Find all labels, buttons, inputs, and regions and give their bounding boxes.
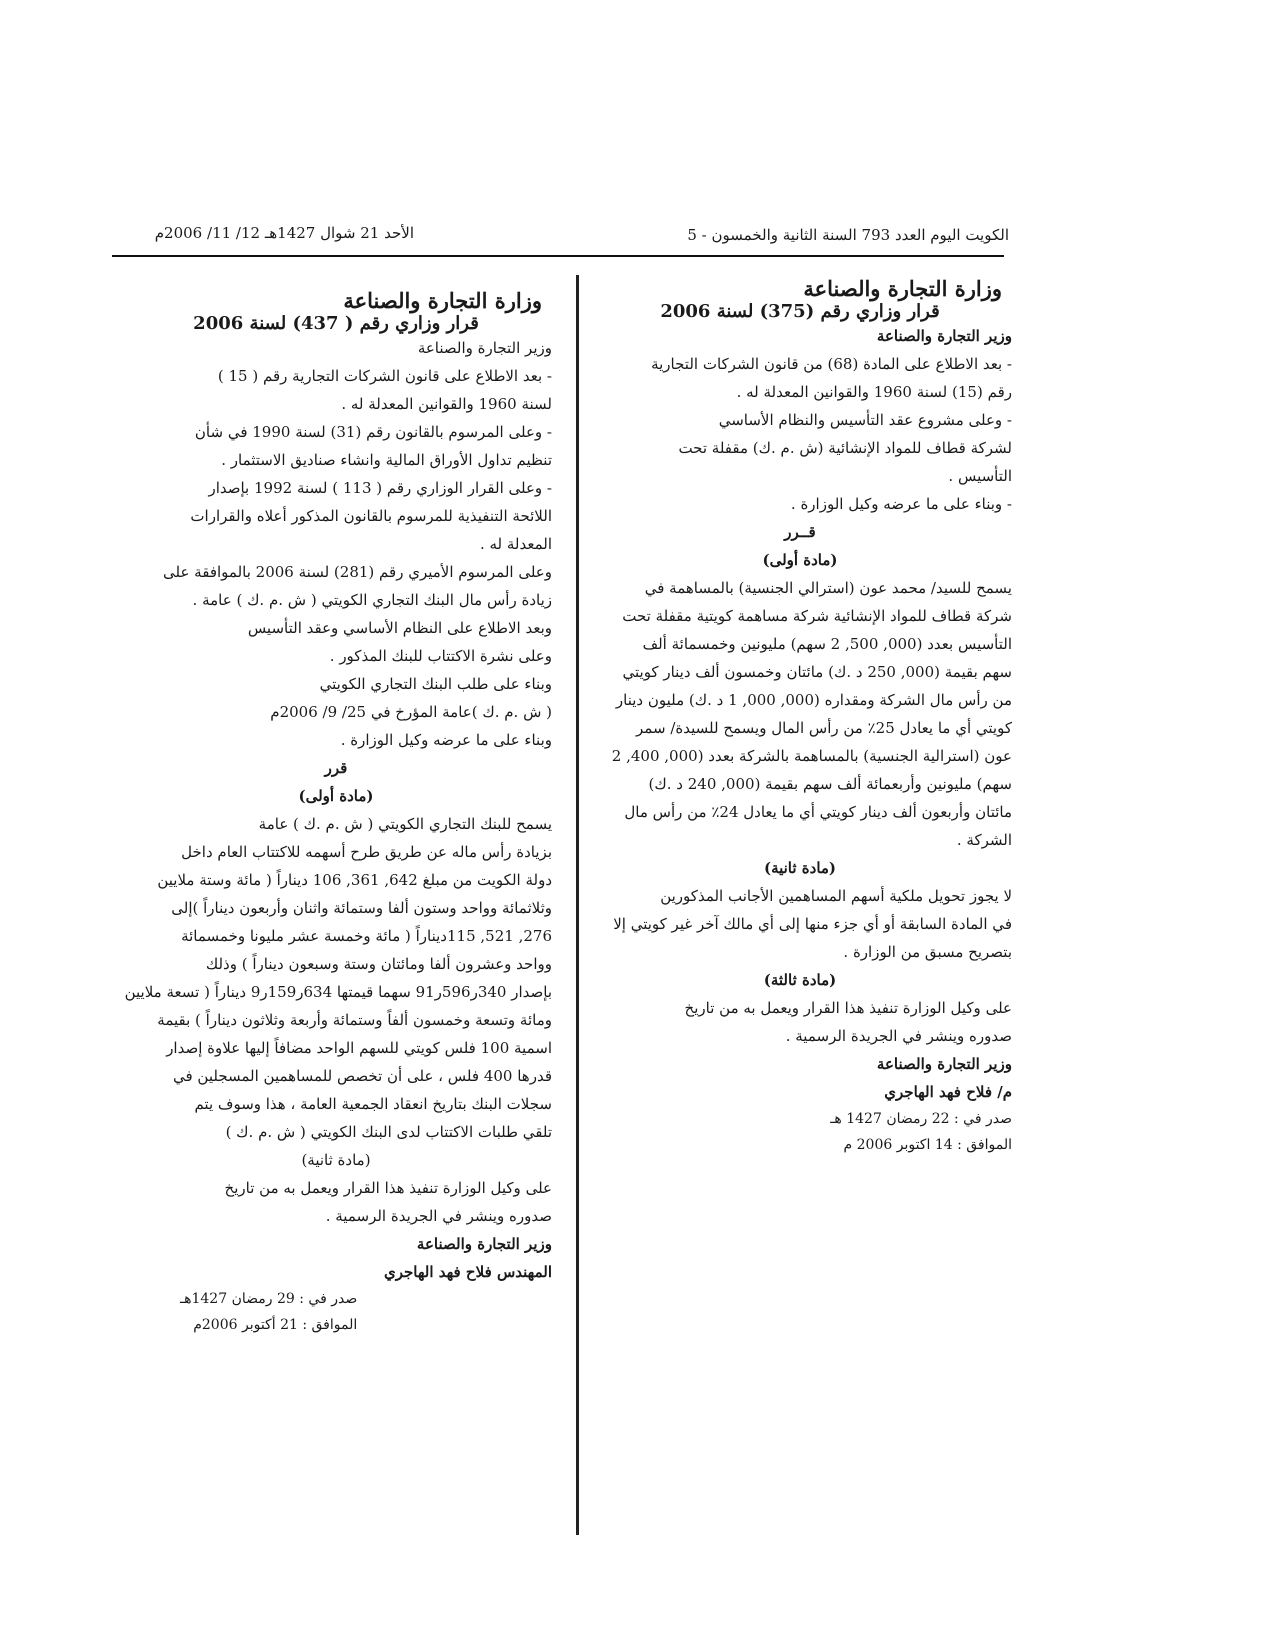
article-1-line: 276, 521, 115ديناراً ( مائة وخمسة عشر مليونا وخمسمائة (181, 927, 552, 945)
preamble-line: وبعد الاطلاع على النظام الأساسي وعقد التأسيس (247, 619, 552, 637)
preamble-line: زيادة رأس مال البنك التجاري الكويتي ( ش .م .ك ) عامة . (192, 591, 552, 609)
article-1-line: سهم بقيمة (000, 250 د .ك) مائتان وخمسون ألف دينار كويتي (622, 663, 1012, 681)
issued-gregorian: الموافق : 21 أكتوبر 2006م (193, 1317, 358, 1333)
article-1-line: عون (استرالية الجنسية) بالمساهمة بالشركة بعدد (000, 400, 2 (611, 747, 1012, 765)
article-1-line: التأسيس بعدد (000, 500, 2 سهم) مليونين وخمسمائة ألف (642, 635, 1012, 653)
running-header-issue: الكويت اليوم العدد 793 السنة الثانية والخمسون - 5 (687, 226, 1009, 244)
preamble-line: - وعلى المرسوم بالقانون رقم (31) لسنة 1990 في شأن (194, 423, 552, 441)
preamble-line: وعلى المرسوم الأميري رقم (281) لسنة 2006 بالموافقة على (163, 563, 552, 581)
article-1-line: بإصدار 340ر596ر91 سهما قيمتها 634ر159ر9 ديناراً ( تسعة ملايين (124, 983, 552, 1001)
article-1-line: سجلات البنك بتاريخ انعقاد الجمعية العامة ، هذا وسوف يتم (194, 1095, 552, 1113)
article-2-title: (مادة ثانية) (301, 1151, 371, 1169)
article-1-line: مائتان وأربعون ألف دينار كويتي أي ما يعادل 24٪ من رأس مال (624, 803, 1012, 821)
issue-date-block (120, 1286, 552, 1338)
article-1-line: قدرها 400 فلس ، على أن تخصص للمساهمين المسجلين في (172, 1067, 552, 1085)
signatory-name: م/ فلاح فهد الهاجري (884, 1083, 1012, 1101)
article-2-line: لا يجوز تحويل ملكية أسهم المساهمين الأجانب المذكورين (660, 887, 1012, 905)
decided-heading: قرر (324, 759, 348, 777)
article-1-line: دولة الكويت من مبلغ 642, 361, 106 ديناراً ( مائة وستة ملايين (157, 871, 552, 889)
article-3-line: صدوره وينشر في الجريدة الرسمية . (785, 1027, 1012, 1045)
signatory-title: وزير التجارة والصناعة (416, 1235, 552, 1253)
issued-hijri: صدر في : 22 رمضان 1427 هـ (830, 1111, 1012, 1127)
article-2-line: بتصريح مسبق من الوزارة . (843, 943, 1012, 961)
minister-line: وزير التجارة والصناعة (876, 327, 1012, 345)
article-1-title: (مادة أولى) (298, 787, 374, 805)
article-1-line: بزيادة رأس ماله عن طريق طرح أسهمه للاكتتاب العام داخل (181, 843, 552, 861)
article-1-line: كويتي أي ما يعادل 25٪ من رأس المال ويسمح للسيدة/ سمر (636, 719, 1012, 737)
article-1-line: سهم) مليونين وأربعمائة ألف سهم بقيمة (000, 240 د .ك) (648, 775, 1012, 793)
ministry-heading: وزارة التجارة والصناعة (803, 276, 1002, 301)
preamble-line: - بعد الاطلاع على المادة (68) من قانون الشركات التجارية (651, 355, 1012, 373)
article-1-line: من رأس مال الشركة ومقداره (000, 000, 1 د .ك) مليون دينار (615, 691, 1012, 709)
header-rule (112, 255, 1004, 257)
ministry-heading: وزارة التجارة والصناعة (343, 288, 542, 313)
article-1-line: تلقي طلبات الاكتتاب لدى البنك الكويتي ( ش .م .ك ) (225, 1123, 552, 1141)
preamble-line: رقم (15) لسنة 1960 والقوانين المعدلة له . (736, 383, 1012, 401)
preamble-line: وبناء على ما عرضه وكيل الوزارة . (340, 731, 552, 749)
preamble-line: ( ش .م .ك )عامة المؤرخ في 25/ 9/ 2006م (270, 703, 552, 721)
article-1-line: يسمح للسيد/ محمد عون (استرالي الجنسية) بالمساهمة في (644, 579, 1012, 597)
article-1-title: (مادة أولى) (762, 551, 838, 569)
preamble-line: تنظيم تداول الأوراق المالية وانشاء صناديق الاستثمار . (221, 451, 552, 469)
preamble-line: وبناء على طلب البنك التجاري الكويتي (319, 675, 552, 693)
article-1-line: شركة قطاف للمواد الإنشائية شركة مساهمة كويتية مقفلة تحت (622, 607, 1012, 625)
signature-block (120, 1230, 552, 1286)
preamble-line: - بعد الاطلاع على قانون الشركات التجارية رقم ( 15 ) (217, 367, 552, 385)
issued-gregorian: الموافق : 14 اكتوبر 2006 م (843, 1137, 1012, 1153)
preamble-line: التأسيس . (948, 467, 1012, 485)
preamble-line: اللائحة التنفيذية للمرسوم بالقانون المذكور أعلاه والقرارات (190, 507, 552, 525)
article-1-line: ومائة وتسعة وخمسون ألفاً وستمائة وأربعة وثلاثون ديناراً ) بقيمة (157, 1011, 552, 1029)
article-3-title: (مادة ثالثة) (763, 971, 837, 989)
signatory-name: المهندس فلاح فهد الهاجري (384, 1263, 552, 1281)
signature-block (588, 1050, 1012, 1106)
article-2-line: صدوره وينشر في الجريدة الرسمية . (325, 1207, 552, 1225)
preamble-line: المعدلة له . (479, 535, 552, 553)
decision-437-column (120, 288, 552, 1338)
issue-date-block (588, 1106, 1012, 1158)
preamble-line: وعلى نشرة الاكتتاب للبنك المذكور . (329, 647, 552, 665)
article-1-line: وواحد وعشرون ألفا ومائتان وستة وسبعون ديناراً ) وذلك (205, 955, 552, 973)
decision-title: قرار وزاري رقم (375) لسنة 2006 (660, 301, 940, 322)
decided-heading: قــرر (784, 523, 816, 541)
article-1-line: الشركة . (956, 831, 1012, 849)
article-1-line: وثلاثمائة وواحد وستون ألفا وستمائة واثنان وأربعون ديناراً )إلى (171, 899, 552, 917)
running-header-date: الأحد 21 شوال 1427هـ 12/ 11/ 2006م (154, 224, 414, 242)
article-1-line: يسمح للبنك التجاري الكويتي ( ش .م .ك ) عامة (258, 815, 552, 833)
preamble-line: لشركة قطاف للمواد الإنشائية (ش .م .ك) مقفلة تحت (678, 439, 1012, 457)
issued-hijri: صدر في : 29 رمضان 1427هـ (180, 1291, 358, 1307)
decision-title: قرار وزاري رقم ( 437) لسنة 2006 (193, 313, 479, 334)
minister-line: وزير التجارة والصناعة (417, 339, 552, 357)
signatory-title: وزير التجارة والصناعة (876, 1055, 1012, 1073)
article-2-title: (مادة ثانية) (763, 859, 837, 877)
article-2-line: على وكيل الوزارة تنفيذ هذا القرار ويعمل به من تاريخ (224, 1179, 552, 1197)
article-3-line: على وكيل الوزارة تنفيذ هذا القرار ويعمل به من تاريخ (684, 999, 1012, 1017)
preamble-line: - وعلى القرار الوزاري رقم ( 113 ) لسنة 1992 بإصدار (208, 479, 552, 497)
preamble-line: - وعلى مشروع عقد التأسيس والنظام الأساسي (718, 411, 1012, 429)
preamble-line: - وبناء على ما عرضه وكيل الوزارة . (790, 495, 1012, 513)
preamble-line: لسنة 1960 والقوانين المعدلة له . (341, 395, 552, 413)
column-divider (576, 275, 579, 1535)
article-2-line: في المادة السابقة أو أي جزء منها إلى أي مالك آخر غير كويتي إلا (613, 915, 1012, 933)
article-1-line: اسمية 100 فلس كويتي للسهم الواحد مضافاً إليها علاوة إصدار (166, 1039, 552, 1057)
decision-375-column (588, 276, 1012, 1158)
